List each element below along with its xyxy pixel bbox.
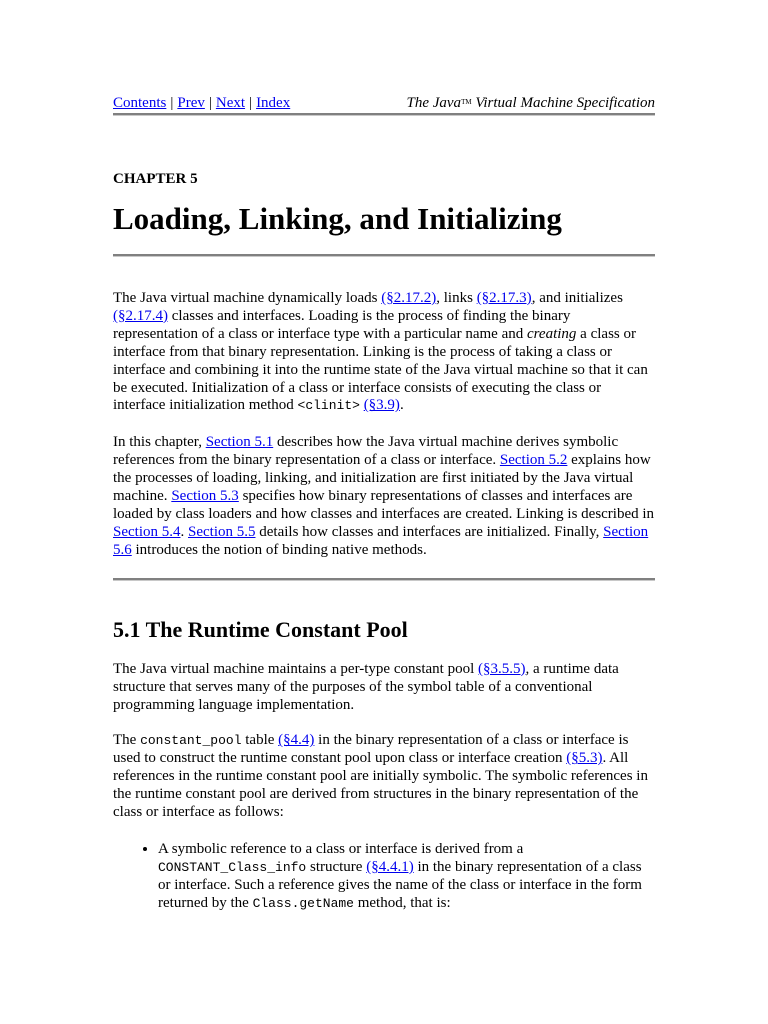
text-run: table: [241, 732, 279, 749]
ref-link-2-17-3[interactable]: (§2.17.3): [476, 290, 532, 306]
text-run: .: [399, 397, 404, 414]
text-run: specifies how binary representations of classes and interfaces are loaded by class loaders and how classes and interfaces are created. Linking is described in: [113, 488, 655, 522]
text-run: , and initializes: [531, 290, 623, 306]
text-run: method, that is:: [353, 894, 451, 911]
text-run: A symbolic reference to a class or interface is derived from a: [158, 840, 524, 857]
ref-link-4-4-1[interactable]: (§4.4.1): [366, 858, 414, 875]
document-title: [406, 94, 655, 112]
section-5-2-link[interactable]: Section 5.2: [499, 452, 568, 469]
code-class-getname: Class.getName: [252, 895, 354, 911]
emphasis-text: creating: [526, 325, 577, 342]
ref-link-2-17-4[interactable]: (§2.17.4): [113, 307, 168, 324]
text-run: , links: [436, 290, 477, 306]
text-run: The: [113, 732, 141, 749]
nav-separator: |: [208, 95, 212, 111]
intro-paragraph-2: [113, 434, 655, 559]
title-divider: [113, 254, 655, 257]
section-paragraph-1: [113, 661, 655, 715]
code-clinit: <clinit>: [297, 398, 360, 414]
text-run: details how classes and interfaces are initialized. Finally,: [255, 523, 604, 540]
text-run: The Java virtual machine maintains a per-type constant pool: [113, 660, 478, 677]
text-run: describes how the Java virtual machine derives symbolic references from the binary representation of a class or interface.: [113, 434, 619, 469]
next-link[interactable]: Next: [215, 95, 246, 111]
text-run: classes and interfaces. Loading is the process of finding the binary representation of a class or interface type with a particular name and: [113, 307, 571, 342]
contents-link[interactable]: Contents: [113, 95, 167, 111]
section-5-5-link[interactable]: Section 5.5: [188, 523, 256, 540]
chapter-label: CHAPTER 5: [113, 171, 198, 187]
text-run: The Java virtual machine dynamically loads: [113, 290, 382, 306]
code-constant-pool: constant_pool: [140, 733, 242, 749]
text-run: in the binary representation of a class or interface is used to construct the runtime constant pool upon class or interface creation: [113, 732, 629, 767]
nav-separator: |: [170, 95, 174, 111]
text-run: in the binary representation of a class or interface. Such a reference gives the name of the class or interface in the form returned by the: [158, 858, 642, 911]
navigation-bar: [113, 94, 655, 111]
trademark-mark: TM: [461, 98, 472, 106]
text-run: explains how the processes of loading, linking, and initialization are first initiated by the Java virtual machine.: [113, 452, 651, 505]
ref-link-5-3[interactable]: (§5.3): [566, 750, 603, 767]
ref-link-3-5-5[interactable]: (§3.5.5): [478, 660, 526, 677]
text-run: a class or interface from that binary representation. Linking is the process of taking a class or interface and combining it into the runtime state of the Java virtual machine so that it can be executed. Initialization of a class or interface consists of executing the class or interface initialization method: [113, 325, 648, 414]
chapter-title: Loading, Linking, and Initializing: [113, 201, 562, 236]
section-5-3-link[interactable]: Section 5.3: [171, 488, 239, 505]
text-run: In this chapter,: [113, 434, 206, 451]
section-divider: [113, 578, 655, 581]
text-run: structure: [306, 858, 367, 875]
section-5-1-link[interactable]: Section 5.1: [205, 434, 274, 451]
bullet-list: [113, 841, 655, 913]
section-5-4-link[interactable]: Section 5.4: [113, 523, 181, 540]
code-constant-class-info: CONSTANT_Class_info: [158, 859, 307, 875]
section-heading-5-1: 5.1 The Runtime Constant Pool: [113, 616, 408, 642]
intro-paragraph-1: [113, 290, 655, 415]
section-5-6-link[interactable]: Section 5.6: [113, 523, 649, 558]
text-run: . All references in the runtime constant pool are initially symbolic. The symbolic references in the runtime constant pool are derived from structures in the binary representation of the class or interface as follows:: [113, 750, 648, 821]
ref-link-3-9[interactable]: (§3.9): [363, 397, 400, 414]
nav-links: [113, 95, 290, 112]
doc-title-post: Virtual Machine Specification: [471, 95, 655, 111]
prev-link[interactable]: Prev: [177, 95, 205, 111]
text-run: .: [180, 523, 188, 540]
list-item: [158, 841, 655, 913]
text-run: introduces the notion of binding native methods.: [131, 541, 427, 558]
text-run: , a runtime data structure that serves many of the purposes of the symbol table of a conventional programming language implementation.: [113, 660, 619, 713]
ref-link-2-17-2[interactable]: (§2.17.2): [381, 290, 437, 306]
index-link[interactable]: Index: [256, 95, 291, 111]
document-page: [113, 94, 655, 913]
ref-link-4-4[interactable]: (§4.4): [278, 732, 315, 749]
header-divider: [113, 113, 655, 116]
nav-separator: |: [249, 95, 253, 111]
doc-title-pre: The Java: [406, 95, 462, 111]
section-paragraph-2: [113, 732, 655, 822]
